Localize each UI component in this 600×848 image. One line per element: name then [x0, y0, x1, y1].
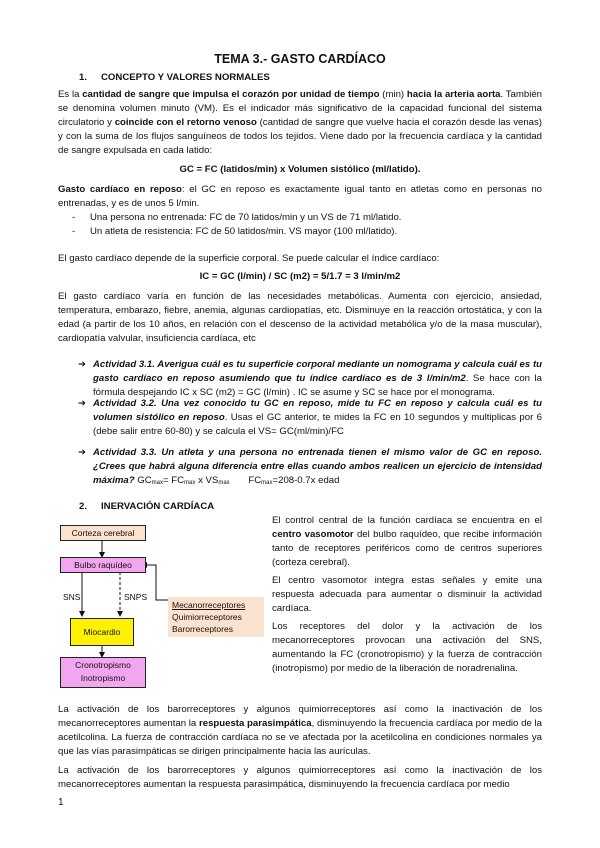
label-inotropismo: Inotropismo	[80, 673, 126, 683]
formula-gc: GC = FC (latidos/min) x Volumen sistólico (ml/latido).	[179, 164, 421, 175]
box-effects	[60, 657, 146, 688]
box-miocardio: Miocardio	[70, 618, 134, 646]
text: Es la	[58, 89, 83, 100]
activity-italic: Actividad 3.2. Una vez conocido tu GC en reposo, mide tu FC en reposo y calcula cuál es tu volumen sistólico en reposo	[93, 398, 542, 423]
activity-italic: Actividad 3.1. Averigua cuál es tu superficie corporal mediante un nomograma y calcula cuál es tu gasto cardíaco en reposo asumiendo que tu índice cardíaco es de 3 l/min/m2	[93, 359, 542, 384]
arrow-icon: ➔	[78, 359, 87, 370]
activity-text: x VS	[195, 475, 219, 486]
bold-text: hacia la arteria aorta	[406, 89, 501, 100]
section-number: 1.	[79, 72, 88, 83]
activity-text: = FC	[163, 475, 185, 486]
control-paragraph	[272, 514, 542, 570]
arrow-icon: ➔	[78, 447, 87, 458]
bold-text: cantidad de sangre que impulsa el corazón por unidad de tiempo	[82, 89, 380, 100]
list-item-text: Una persona no entrenada: FC de 70 latidos/min y un VS de 71 ml/latido.	[90, 212, 402, 223]
text: (min)	[379, 89, 407, 100]
text: del bulbo raquídeo, que recibe información tanto de receptores periféricos como de centros superiores (corteza cerebral).	[272, 529, 542, 568]
activity-text: . Se hace con la fórmula despejando IC x SC (m2) = GC (l/min) . IC se asume y SC se hace por el monograma.	[93, 373, 542, 398]
receptores-paragraph: Los receptores del dolor y la activación de los mecanorreceptores provocan una activación del SNS, aumentando la FC (cronotropismo) y la fuerza de contracción (inotropismo) por medio de la liberación de noradrenalina.	[272, 621, 542, 674]
section-title: INERVACIÓN CARDÍACA	[101, 501, 215, 512]
text: (cantidad de sangre que vuelve hacia el corazón desde las venas) y con la suma de los flujos sanguíneos de todos los tejidos. Viene dado por la frecuencia cardíaca y la cantidad de sangre expulsada en cada latido:	[58, 117, 542, 156]
subscript: max	[151, 480, 163, 486]
box-receptors	[168, 597, 264, 637]
activity-text: =208-0.7x edad	[272, 475, 340, 486]
barorreceptores-paragraph-2: La activación de los barorreceptores y algunos quimiorreceptores así como la inactivación de los mecanorreceptores aumentan la respuesta parasimpática, disminuyendo la frecuencia cardíaca por medio	[58, 765, 542, 790]
text: , disminuyendo la frecuencia cardíaca por medio de la acetilcolina. La fuerza de contracción cardíaca no se ve afectada por la acetilcolina en condiciones normales ya que las vías parasimpáticas se dirigen principalmente hacia las aurículas.	[58, 718, 542, 757]
label-sns: SNS	[63, 592, 81, 602]
section-title: CONCEPTO Y VALORES NORMALES	[101, 72, 270, 83]
label-quimiorreceptores: Quimiorreceptores	[172, 612, 242, 622]
dash-bullet: -	[72, 226, 76, 237]
label-barorreceptores: Barorreceptores	[172, 624, 233, 634]
text: . También se denomina volumen minuto (VM). Es el indicador más significativo de la capacidad funcional del sistema circulatorio y	[58, 89, 543, 128]
superficie-paragraph: El gasto cardíaco depende de la superficie corporal. Se puede calcular el índice cardíaco:	[58, 253, 440, 264]
activity-text: . Usas el GC anterior, te mides la FC en 10 segundos y multiplicas por 6 (debe salir entre 60-80) y se calcula el VS= GC(ml/min)/FC	[93, 412, 542, 437]
subscript: max	[261, 480, 273, 486]
text: El control central de la función cardíaca se encuentra en el	[272, 515, 542, 526]
text: : el GC en reposo es exactamente igual tanto en atletas como en personas no entrenadas, y es de unos 5 l/min.	[58, 184, 542, 209]
bold-text: coincide con el retorno venoso	[114, 117, 257, 128]
text: La activación de los barorreceptores y algunos quimiorreceptores así como la inactivación de los mecanorreceptores aumentan la	[58, 704, 542, 729]
activity-italic: Actividad 3.3. Un atleta y una persona no entrenada tienen el mismo valor de GC en reposo. ¿Crees que habrá alguna diferencia entre ellas cuando ambos realicen un ejercicio de intensidad máxima?	[93, 447, 542, 486]
subscript: max	[184, 480, 196, 486]
activity-text: FC	[248, 475, 262, 486]
label-mecanorreceptores: Mecanorreceptores	[172, 600, 246, 610]
page-title: TEMA 3.- GASTO CARDÍACO	[214, 52, 386, 66]
list-item-text: Un atleta de resistencia: FC de 50 latidos/min. VS mayor (100 ml/latido).	[90, 226, 398, 237]
section-number: 2.	[79, 501, 88, 512]
bold-text: Gasto cardíaco en reposo	[58, 184, 182, 195]
subscript: max	[218, 480, 230, 486]
barorreceptores-paragraph	[58, 703, 542, 759]
label-cronotropismo: Cronotropismo	[75, 660, 131, 670]
necesidades-paragraph: El gasto cardíaco varía en función de las necesidades metabólicas. Aumenta con ejercicio, ansiedad, temperatura, embarazo, fiebre, anemia, algunas cardiopatías, etc. Disminuye en la reacción ortostática, y con la edad (a partir de los 10 años, en relación con el descenso de la actividad metabólica y/o de la masa muscular), cardiopatía valvular, insuficiencia cardíaca, etc	[58, 291, 542, 344]
label-snps: SNPS	[124, 592, 148, 602]
box-corteza: Corteza cerebral	[60, 525, 146, 541]
bold-text: respuesta parasimpática	[199, 718, 312, 729]
box-bulbo: Bulbo raquídeo	[60, 557, 146, 573]
bold-text: centro vasomotor	[272, 529, 354, 540]
dash-bullet: -	[72, 212, 76, 223]
formula-ic: IC = GC (l/min) / SC (m2) = 5/1.7 = 3 l/min/m2	[199, 271, 401, 282]
activity-text: GC	[134, 475, 152, 486]
arrow-icon: ➔	[78, 398, 87, 409]
vasomotor-paragraph: El centro vasomotor integra estas señales y emite una respuesta adecuada para aumentar o disminuir la actividad cardíaca.	[272, 575, 542, 614]
page-number: 1	[58, 797, 64, 808]
